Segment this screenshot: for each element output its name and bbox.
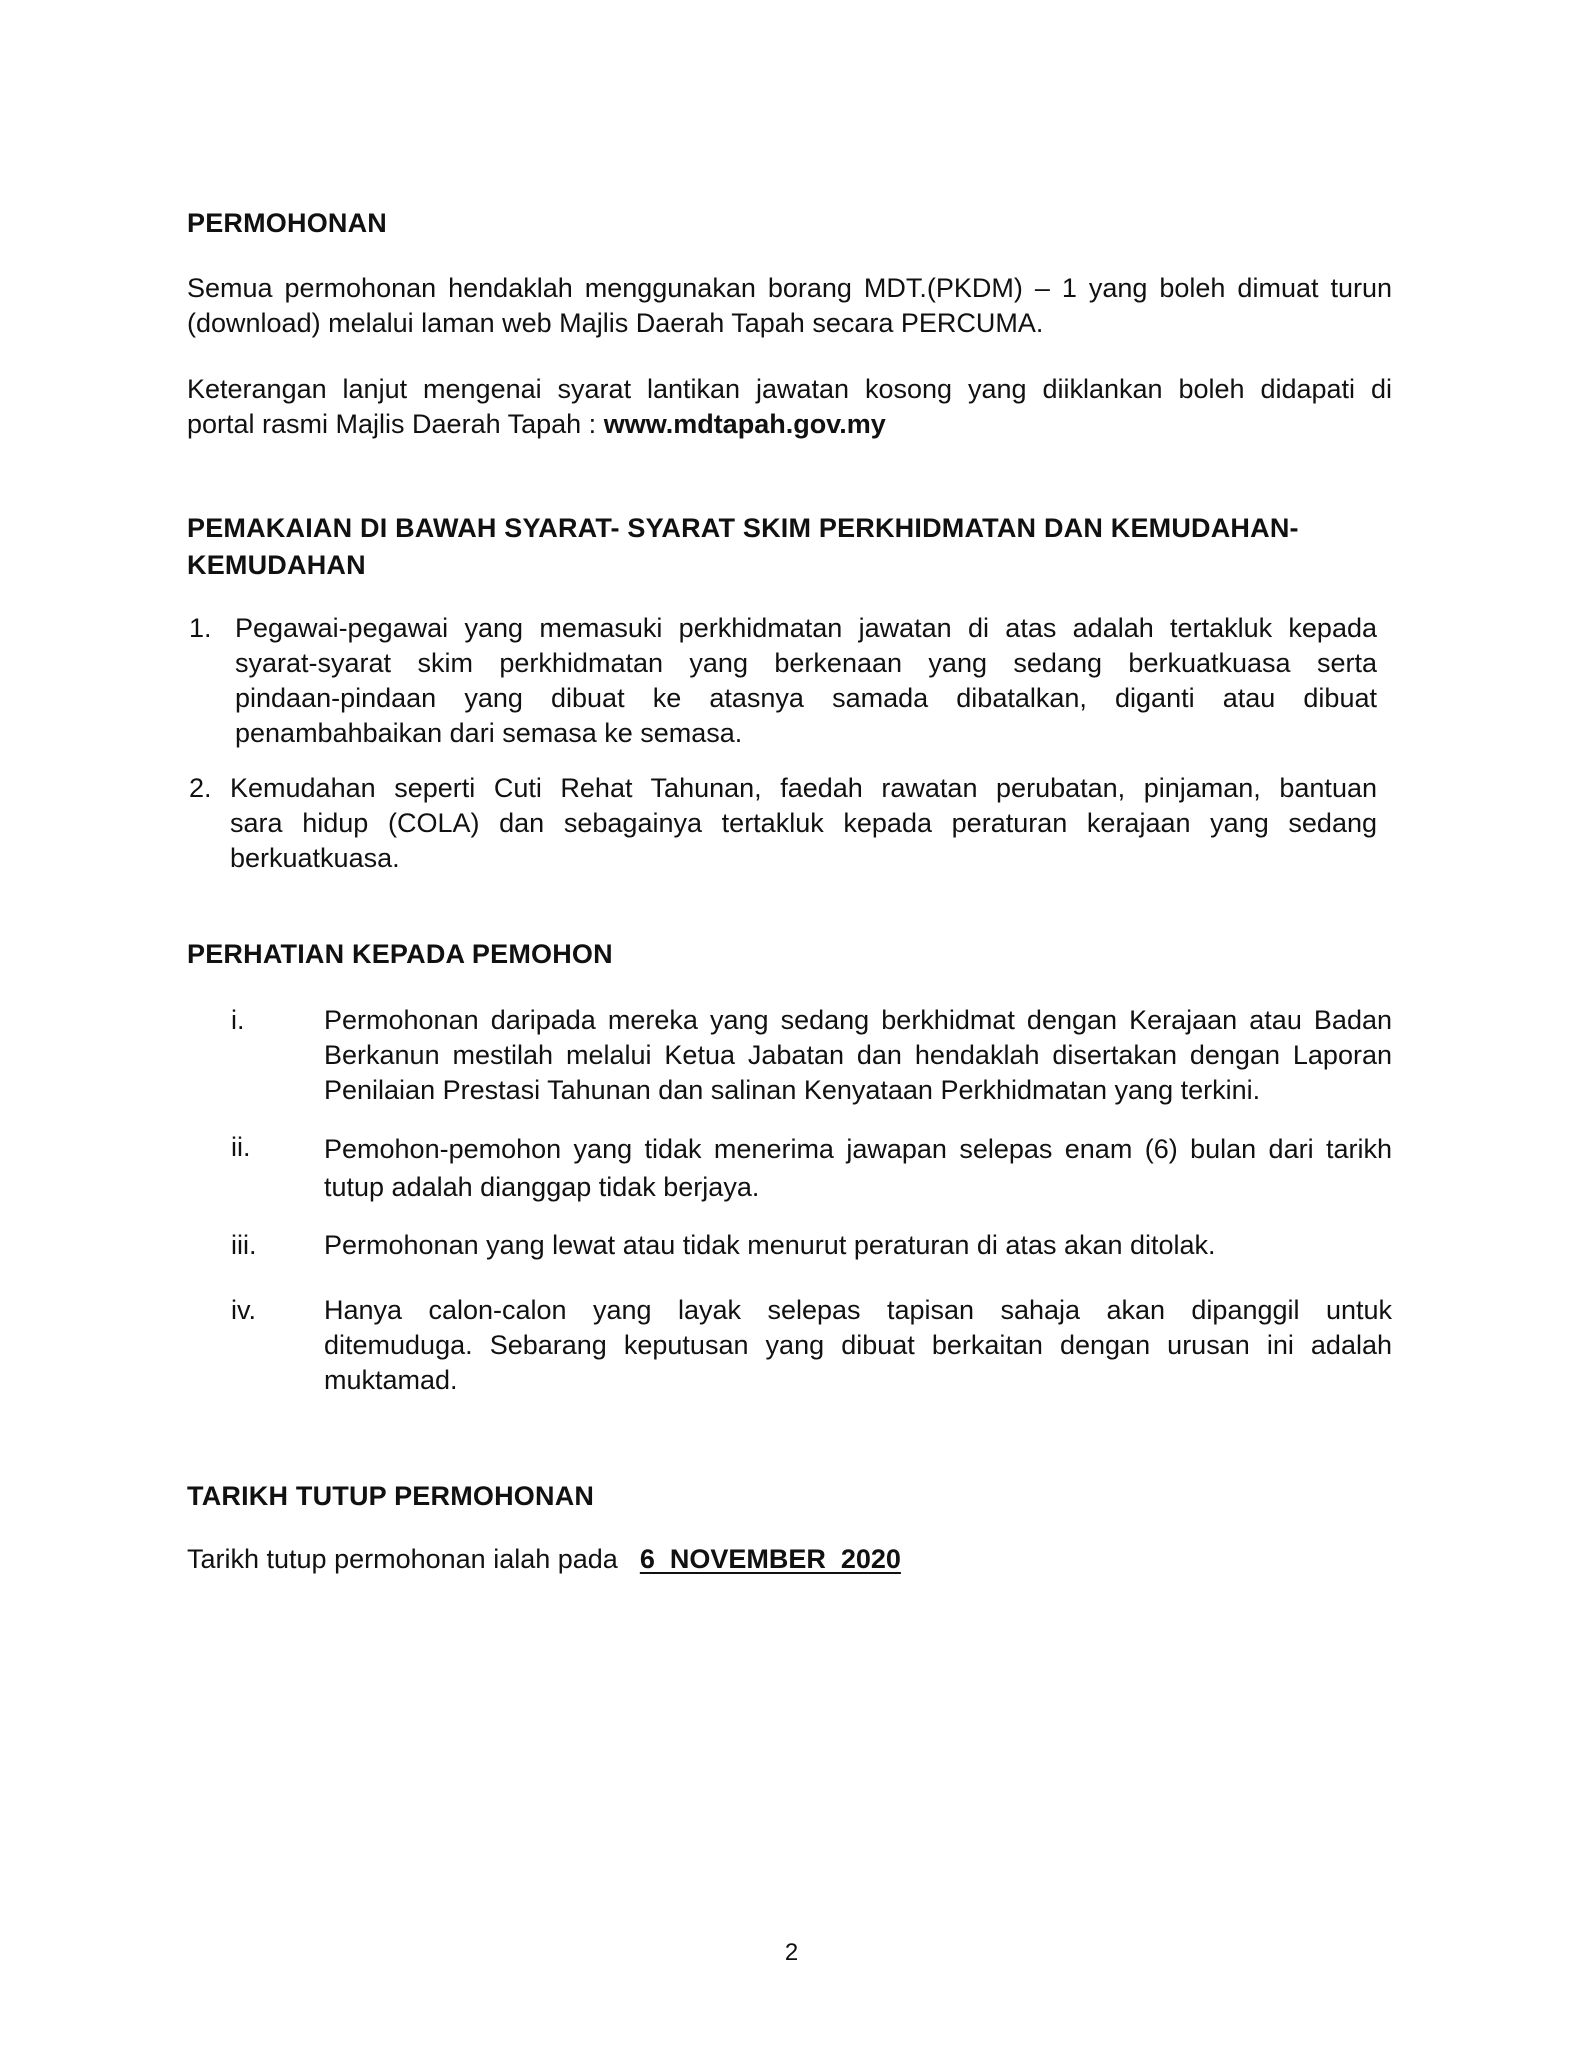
list-item-line: ditemuduga. Sebarang keputusan yang dibuat berkaitan dengan urusan ini adalah	[324, 1330, 1392, 1360]
list-marker: i.	[231, 1005, 245, 1035]
list-item-perhatian-ii	[187, 1130, 1392, 1206]
list-item-pemakaian-2	[187, 771, 1377, 876]
list-item-body	[324, 1003, 1392, 1108]
paragraph-line	[187, 407, 1392, 442]
paragraph-borang	[187, 271, 1392, 341]
list-marker: 2.	[189, 773, 212, 803]
list-item-body	[324, 1130, 1392, 1206]
list-item-perhatian-iii	[187, 1228, 1392, 1263]
paragraph-line: Semua permohonan hendaklah menggunakan borang MDT.(PKDM) – 1 yang boleh dimuat turun	[187, 273, 1392, 303]
list-item-body	[235, 611, 1377, 751]
list-item-perhatian-i	[187, 1003, 1392, 1108]
list-item-line: Hanya calon-calon yang layak selepas tapisan sahaja akan dipanggil untuk	[324, 1295, 1392, 1325]
page-number: 2	[784, 1939, 799, 1966]
list-marker: iii.	[231, 1230, 257, 1260]
list-item-line: Permohonan yang lewat atau tidak menurut peraturan di atas akan ditolak.	[324, 1230, 1216, 1260]
list-item-line: Pemohon-pemohon yang tidak menerima jawapan selepas enam (6) bulan dari tarikh	[324, 1134, 1392, 1164]
list-item-body	[324, 1228, 1392, 1263]
section-heading-perhatian: PERHATIAN KEPADA PEMOHON	[187, 939, 613, 969]
closing-date-text: Tarikh tutup permohonan ialah pada	[187, 1544, 618, 1574]
section-heading-tarikh-tutup: TARIKH TUTUP PERMOHONAN	[187, 1481, 595, 1511]
website-link[interactable]: www.mdtapah.gov.my	[603, 409, 886, 439]
section-heading-pemakaian	[187, 510, 1299, 584]
list-item-line: sara hidup (COLA) dan sebagainya tertakluk kepada peraturan kerajaan yang sedang	[230, 808, 1377, 838]
list-item-line: tutup adalah dianggap tidak berjaya.	[324, 1172, 760, 1202]
list-item-line: Berkanun mestilah melalui Ketua Jabatan dan hendaklah disertakan dengan Laporan	[324, 1040, 1392, 1070]
list-item-body	[230, 771, 1377, 876]
closing-date-line	[187, 1541, 1392, 1577]
paragraph-keterangan	[187, 372, 1392, 442]
list-marker: ii.	[231, 1132, 251, 1162]
list-item-line: berkuatkuasa.	[230, 843, 400, 873]
heading-line: KEMUDAHAN	[187, 550, 366, 580]
list-item-line: penambahbaikan dari semasa ke semasa.	[235, 718, 743, 748]
list-item-pemakaian-1	[187, 611, 1377, 751]
section-heading-permohonan: PERMOHONAN	[187, 208, 388, 238]
list-item-line: Permohonan daripada mereka yang sedang berkhidmat dengan Kerajaan atau Badan	[324, 1005, 1392, 1035]
heading-line: PEMAKAIAN DI BAWAH SYARAT- SYARAT SKIM PERKHIDMATAN DAN KEMUDAHAN-	[187, 513, 1299, 543]
list-item-line: syarat-syarat skim perkhidmatan yang berkenaan yang sedang berkuatkuasa serta	[235, 648, 1377, 678]
paragraph-line: Keterangan lanjut mengenai syarat lantikan jawatan kosong yang diiklankan boleh didapati di	[187, 374, 1392, 404]
portal-text: portal rasmi Majlis Daerah Tapah :	[187, 409, 604, 439]
list-item-body	[324, 1293, 1392, 1398]
list-marker: 1.	[189, 613, 212, 643]
closing-date-value: 6 NOVEMBER 2020	[639, 1544, 901, 1574]
list-item-line: Kemudahan seperti Cuti Rehat Tahunan, faedah rawatan perubatan, pinjaman, bantuan	[230, 773, 1377, 803]
list-item-line: muktamad.	[324, 1365, 458, 1395]
list-item-line: Penilaian Prestasi Tahunan dan salinan Kenyataan Perkhidmatan yang terkini.	[324, 1075, 1261, 1105]
list-item-line: pindaan-pindaan yang dibuat ke atasnya samada dibatalkan, diganti atau dibuat	[235, 683, 1377, 713]
list-item-line: Pegawai-pegawai yang memasuki perkhidmatan jawatan di atas adalah tertakluk kepada	[235, 613, 1377, 643]
list-marker: iv.	[231, 1295, 256, 1325]
list-item-perhatian-iv	[187, 1293, 1392, 1398]
paragraph-line: (download) melalui laman web Majlis Daerah Tapah secara PERCUMA.	[187, 308, 1044, 338]
